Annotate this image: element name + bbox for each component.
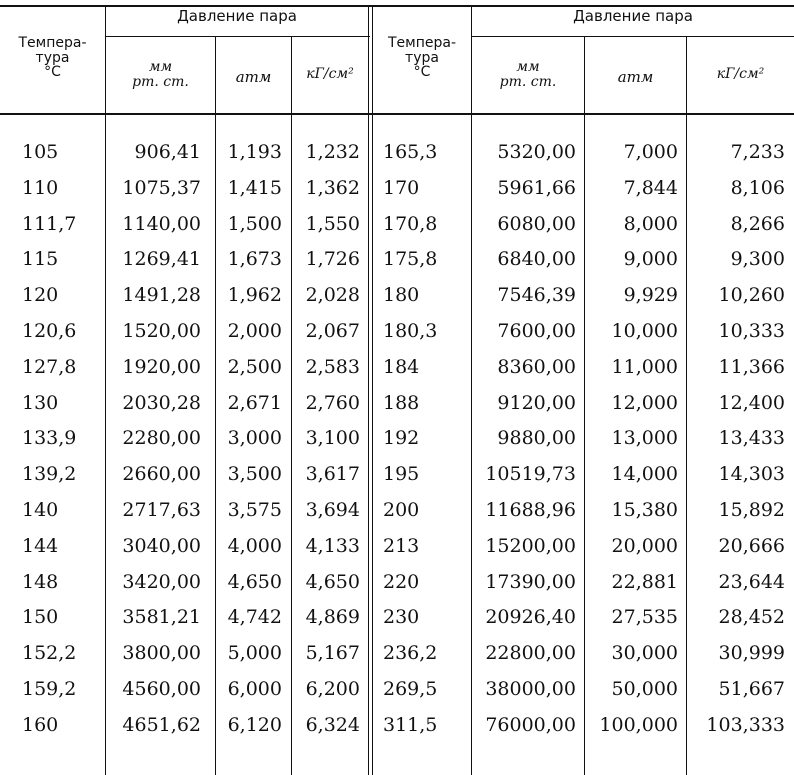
cell-mm-right: 38000,00 [485, 678, 576, 700]
cell-mm-right: 17390,00 [485, 570, 576, 593]
cell-kg-right: 10,260 [718, 284, 785, 307]
cell-mm-left: 2280,00 [122, 427, 201, 450]
col-rule-4b [372, 5, 373, 775]
cell-mm-left: 1920,00 [122, 355, 201, 378]
cell-kg-left: 4,133 [305, 534, 360, 557]
cell-kg-right: 14,303 [718, 463, 785, 486]
header-bottom-rule [0, 113, 794, 115]
cell-temp-left: 120,6 [22, 320, 77, 342]
cell-kg-left: 5,167 [305, 642, 360, 665]
cell-kg-left: 1,362 [305, 176, 360, 199]
cell-kg-left: 1,550 [305, 212, 360, 235]
cell-kg-left: 2,028 [305, 284, 360, 307]
cell-temp-left: 150 [22, 606, 59, 629]
cell-atm-right: 9,929 [623, 284, 678, 307]
cell-atm-right: 15,380 [611, 499, 678, 521]
cell-kg-right: 51,667 [718, 678, 785, 700]
cell-kg-left: 1,726 [305, 248, 360, 271]
cell-kg-right: 30,999 [718, 642, 785, 665]
cell-atm-right: 100,000 [599, 713, 678, 736]
cell-atm-right: 20,000 [611, 534, 678, 557]
temperature-header-right: Темпера- тура °С [387, 35, 456, 81]
cell-mm-right: 22800,00 [485, 642, 576, 665]
cell-mm-right: 11688,96 [485, 499, 576, 521]
cell-temp-left: 115 [22, 248, 59, 271]
unit-mm-header-right: мм рт. ст. [499, 59, 557, 90]
cell-temp-right: 236,2 [383, 642, 438, 665]
subheader-rule-right [472, 36, 794, 37]
cell-atm-left: 3,500 [227, 463, 282, 486]
cell-temp-right: 184 [383, 355, 420, 378]
cell-atm-left: 3,575 [227, 499, 282, 521]
cell-atm-right: 50,000 [611, 678, 678, 700]
cell-temp-left: 140 [22, 499, 59, 521]
cell-atm-right: 12,000 [611, 391, 678, 414]
cell-mm-left: 3800,00 [122, 642, 201, 665]
cell-temp-left: 105 [22, 141, 59, 163]
cell-atm-right: 13,000 [611, 427, 678, 450]
unit-atm-header-right: атм [617, 68, 654, 86]
cell-temp-right: 165,3 [383, 141, 438, 163]
cell-temp-right: 311,5 [383, 713, 438, 736]
cell-kg-left: 6,324 [305, 713, 360, 736]
cell-atm-right: 7,000 [623, 141, 678, 163]
cell-mm-left: 3040,00 [122, 534, 201, 557]
cell-atm-left: 2,671 [227, 391, 282, 414]
cell-mm-right: 5961,66 [497, 176, 576, 199]
cell-kg-left: 2,067 [305, 320, 360, 342]
cell-mm-right: 9120,00 [497, 391, 576, 414]
cell-mm-left: 1075,37 [122, 176, 201, 199]
cell-temp-right: 213 [383, 534, 420, 557]
cell-mm-left: 4560,00 [122, 678, 201, 700]
cell-atm-left: 1,673 [227, 248, 282, 271]
cell-mm-right: 6080,00 [497, 212, 576, 235]
cell-mm-right: 8360,00 [497, 355, 576, 378]
cell-temp-left: 133,9 [22, 427, 77, 450]
cell-temp-right: 170,8 [383, 212, 438, 235]
cell-mm-left: 1140,00 [122, 212, 201, 235]
cell-kg-right: 15,892 [718, 499, 785, 521]
cell-atm-left: 4,000 [227, 534, 282, 557]
cell-mm-left: 2717,63 [122, 499, 201, 521]
cell-temp-right: 220 [383, 570, 420, 593]
cell-kg-right: 20,666 [718, 534, 785, 557]
cell-temp-right: 175,8 [383, 248, 438, 271]
cell-mm-right: 76000,00 [485, 713, 576, 736]
cell-kg-right: 8,106 [730, 176, 785, 199]
cell-mm-left: 1269,41 [122, 248, 201, 271]
cell-mm-left: 906,41 [134, 141, 201, 163]
cell-temp-left: 111,7 [22, 212, 77, 235]
cell-temp-left: 120 [22, 284, 59, 307]
cell-mm-right: 15200,00 [485, 534, 576, 557]
cell-temp-left: 110 [22, 176, 59, 199]
unit-kg-header-left: кГ/см² [306, 66, 354, 82]
cell-temp-right: 269,5 [383, 678, 438, 700]
cell-temp-right: 195 [383, 463, 420, 486]
cell-kg-right: 28,452 [718, 606, 785, 629]
cell-temp-right: 192 [383, 427, 420, 450]
cell-kg-right: 12,400 [718, 391, 785, 414]
cell-atm-right: 8,000 [623, 212, 678, 235]
cell-kg-left: 6,200 [305, 678, 360, 700]
cell-kg-right: 103,333 [706, 713, 785, 736]
cell-atm-left: 1,962 [227, 284, 282, 307]
cell-mm-left: 1520,00 [122, 320, 201, 342]
cell-mm-right: 7546,39 [497, 284, 576, 307]
cell-temp-left: 127,8 [22, 355, 77, 378]
cell-kg-left: 1,232 [305, 141, 360, 163]
cell-atm-left: 1,193 [227, 141, 282, 163]
cell-mm-left: 2030,28 [122, 391, 201, 414]
cell-atm-right: 7,844 [623, 176, 678, 199]
cell-mm-right: 7600,00 [497, 320, 576, 342]
cell-temp-left: 159,2 [22, 678, 77, 700]
cell-kg-left: 4,869 [305, 606, 360, 629]
cell-temp-left: 139,2 [22, 463, 77, 486]
cell-temp-right: 230 [383, 606, 420, 629]
cell-atm-left: 4,742 [227, 606, 282, 629]
cell-atm-left: 2,000 [227, 320, 282, 342]
cell-mm-right: 20926,40 [485, 606, 576, 629]
cell-kg-right: 11,366 [718, 355, 785, 378]
subheader-rule-left [106, 36, 370, 37]
unit-mm-header-left: мм рт. ст. [132, 59, 189, 90]
cell-kg-right: 10,333 [718, 320, 785, 342]
cell-temp-right: 180 [383, 284, 420, 307]
cell-kg-left: 2,760 [305, 391, 360, 414]
cell-kg-left: 2,583 [305, 355, 360, 378]
cell-temp-right: 170 [383, 176, 420, 199]
cell-kg-right: 9,300 [730, 248, 785, 271]
cell-temp-right: 180,3 [383, 320, 438, 342]
cell-temp-right: 188 [383, 391, 420, 414]
cell-atm-right: 22,881 [611, 570, 678, 593]
cell-mm-left: 1491,28 [122, 284, 201, 307]
cell-kg-right: 23,644 [718, 570, 785, 593]
cell-kg-left: 3,694 [305, 499, 360, 521]
cell-mm-right: 6840,00 [497, 248, 576, 271]
cell-atm-left: 6,120 [227, 713, 282, 736]
cell-atm-right: 27,535 [611, 606, 678, 629]
cell-mm-right: 5320,00 [497, 141, 576, 163]
cell-mm-left: 2660,00 [122, 463, 201, 486]
pressure-group-header-right: Давление пара [573, 7, 693, 25]
cell-kg-left: 3,100 [305, 427, 360, 450]
cell-kg-right: 13,433 [718, 427, 785, 450]
cell-temp-left: 130 [22, 391, 59, 414]
cell-kg-right: 7,233 [730, 141, 785, 163]
cell-atm-left: 4,650 [227, 570, 282, 593]
cell-atm-right: 9,000 [623, 248, 678, 271]
cell-kg-right: 8,266 [730, 212, 785, 235]
cell-atm-left: 1,500 [227, 212, 282, 235]
cell-mm-right: 10519,73 [485, 463, 576, 486]
cell-atm-right: 14,000 [611, 463, 678, 486]
cell-atm-right: 30,000 [611, 642, 678, 665]
unit-atm-header-left: атм [235, 68, 272, 86]
cell-atm-right: 10,000 [611, 320, 678, 342]
cell-temp-left: 144 [22, 534, 59, 557]
cell-kg-left: 4,650 [305, 570, 360, 593]
cell-atm-left: 2,500 [227, 355, 282, 378]
cell-mm-left: 3581,21 [122, 606, 201, 629]
cell-temp-left: 148 [22, 570, 59, 593]
col-rule-4a [368, 5, 369, 775]
cell-mm-left: 4651,62 [122, 713, 201, 736]
cell-atm-left: 1,415 [227, 176, 282, 199]
cell-mm-right: 9880,00 [497, 427, 576, 450]
cell-atm-right: 11,000 [611, 355, 678, 378]
cell-atm-left: 6,000 [227, 678, 282, 700]
unit-kg-header-right: кГ/см² [716, 66, 765, 82]
temperature-header-left: Темпера- тура °С [18, 35, 87, 81]
cell-temp-left: 160 [22, 713, 59, 736]
cell-atm-left: 5,000 [227, 642, 282, 665]
cell-mm-left: 3420,00 [122, 570, 201, 593]
cell-temp-left: 152,2 [22, 642, 77, 665]
cell-temp-right: 200 [383, 499, 420, 521]
pressure-group-header-left: Давление пара [177, 7, 297, 25]
cell-kg-left: 3,617 [305, 463, 360, 486]
cell-atm-left: 3,000 [227, 427, 282, 450]
